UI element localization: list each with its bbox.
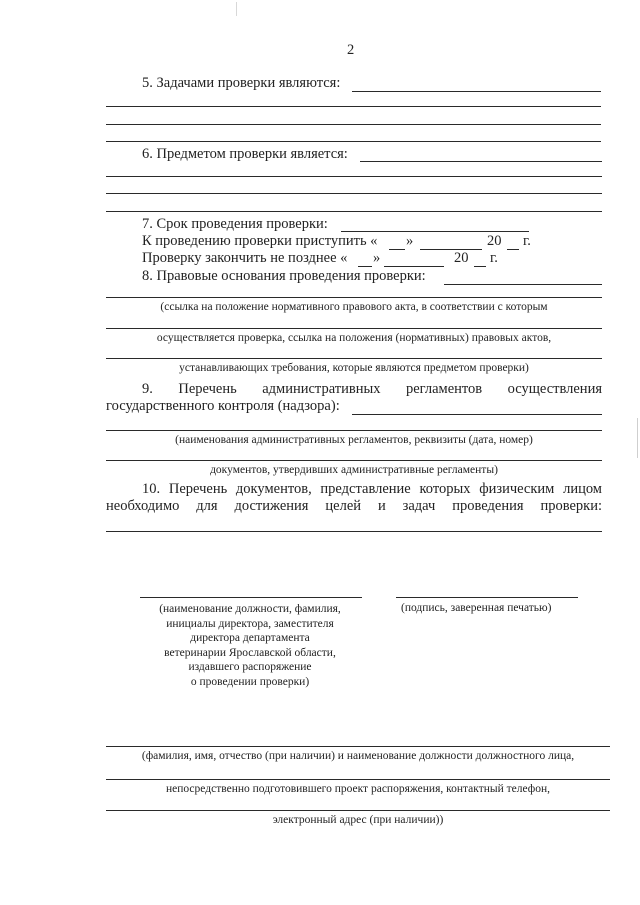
official-note-2: непосредственно подготовившего проект распоряжения, контактный телефон, (165, 783, 551, 795)
item-7-start-suffix: г. (523, 233, 531, 249)
item-9-fill-line (106, 430, 602, 431)
item-5-fill-line (352, 91, 601, 92)
item-7-end-prefix: Проверку закончить не позднее « (142, 250, 348, 266)
official-fill-line (106, 810, 610, 811)
item-6-fill-line (106, 211, 602, 212)
start-month-blank (420, 249, 482, 250)
item-7-start-mid: » (406, 233, 414, 249)
start-day-blank (389, 249, 405, 250)
item-6-fill-line (106, 176, 602, 177)
item-7-label: 7. Срок проведения проверки: (142, 216, 328, 232)
signature-left-caption-line: о проведении проверки) (190, 675, 310, 688)
item-7-end-mid: » (373, 250, 381, 266)
item-10-line-2: необходимо для достижения целей и задач проведения проверки: (106, 498, 602, 514)
end-day-blank (358, 266, 372, 267)
official-note-3: электронный адрес (при наличии)) (272, 814, 444, 826)
signature-left-caption-line: (наименование должности, фамилия, (159, 603, 341, 615)
official-fill-line (106, 779, 610, 780)
item-9-note-2: документов, утвердивших административные регламенты) (210, 464, 498, 476)
item-7-start-year: 20 (487, 233, 502, 249)
official-fill-line (106, 746, 610, 747)
item-5-label: 5. Задачами проверки являются: (142, 75, 341, 91)
item-5-fill-line (106, 124, 601, 125)
end-year-blank (474, 266, 486, 267)
item-10-line-1: 10. Перечень документов, представление которых физическим лицом (142, 481, 602, 497)
signature-left-caption-line: директора департамента (190, 632, 310, 644)
signature-left-caption (130, 602, 370, 689)
item-5-fill-line (106, 141, 601, 142)
item-8-fill-line (444, 284, 602, 285)
signature-left-caption-line: инициалы директора, заместителя (166, 617, 334, 630)
item-5-fill-line (106, 106, 601, 107)
item-9-fill-line (106, 460, 602, 461)
item-8-note-3: устанавливающих требования, которые являются предметом проверки) (179, 362, 529, 374)
signature-left-caption-line: издавшего распоряжение (188, 661, 312, 673)
signature-sign-line (396, 597, 578, 598)
item-10-fill-line (106, 531, 602, 532)
scan-margin-mark (637, 418, 638, 458)
page-number: 2 (347, 42, 355, 58)
signature-left-caption-line: ветеринарии Ярославской области, (164, 646, 336, 659)
item-8-note-2: осуществляется проверка, ссылка на положения (нормативных) правовых актов, (156, 332, 552, 344)
item-9-note-1: (наименования административных регламентов, реквизиты (дата, номер) (175, 434, 533, 446)
item-9-line-2: государственного контроля (надзора): (106, 398, 340, 414)
item-8-fill-line (106, 328, 602, 329)
item-7-start-prefix: К проведению проверки приступить « (142, 233, 378, 249)
item-9-line-1: 9. Перечень административных регламентов осуществления (142, 381, 602, 397)
item-7-end-suffix: г. (490, 250, 498, 266)
end-month-blank (384, 266, 444, 267)
scan-margin-mark (236, 2, 237, 16)
item-8-fill-line (106, 297, 602, 298)
official-note-1: (фамилия, имя, отчество (при наличии) и наименование должности должностного лица, (141, 750, 575, 762)
item-6-label: 6. Предметом проверки является: (142, 146, 348, 162)
signature-right-caption: (подпись, заверенная печатью) (401, 602, 552, 614)
item-6-fill-line (360, 161, 602, 162)
start-year-blank (507, 249, 519, 250)
item-8-label: 8. Правовые основания проведения проверки: (142, 268, 426, 284)
item-8-note-1: (ссылка на положение нормативного правового акта, в соответствии с которым (160, 301, 548, 313)
item-8-fill-line (106, 358, 602, 359)
item-6-fill-line (106, 193, 602, 194)
item-9-fill-line (352, 414, 602, 415)
item-7-fill-line (341, 231, 529, 232)
item-7-end-year: 20 (454, 250, 469, 266)
signature-position-line (140, 597, 362, 598)
